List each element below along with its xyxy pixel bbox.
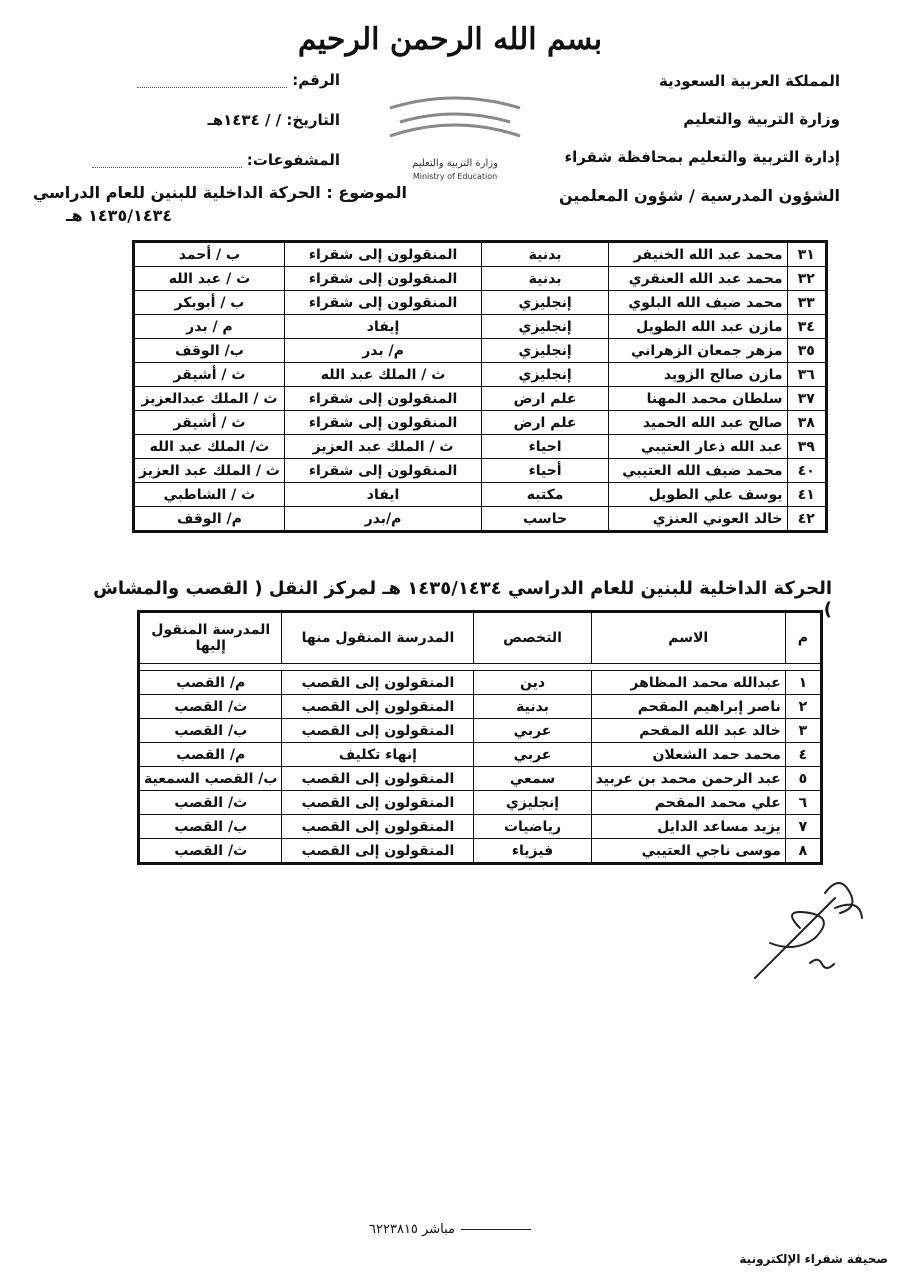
subject-year: ١٤٣٥/١٤٣٤ هـ [66,206,173,225]
teacher-name: خالد عبد الله المقحم [591,719,785,743]
ministry-name: وزارة التربية والتعليم [683,110,840,128]
section2-title: الحركة الداخلية للبنين للعام الدراسي ١٤٣٥/١٤٣٤ هـ لمركز النقل ( القصب والمشاش ) [93,578,832,620]
from-school: م/بدر [284,507,481,532]
to-school: ب/ القصب [139,719,282,743]
ref-label: الرقم: [292,71,340,89]
teacher-name: محمد حمد الشعلان [591,743,785,767]
from-school: المنقولون إلى القصب [282,791,474,815]
specialty: علم ارض [482,411,609,435]
to-school: ب/ القصب السمعية [139,767,282,791]
row-number: ٣٧ [787,387,826,411]
specialty: علم ارض [482,387,609,411]
specialty: إنجليزي [474,791,591,815]
bismillah-heading: بسم الله الرحمن الرحيم [297,22,603,57]
transfers-table-1 [132,240,828,533]
row-number: ٢ [785,695,821,719]
department-label: الشؤون المدرسية / شؤون المعلمين [559,186,840,205]
table-row [139,839,822,864]
teacher-name: محمد عبد الله العنقري [608,267,787,291]
from-school: المنقولون إلى القصب [282,815,474,839]
header-name: الاسم [591,612,785,664]
from-school: المنقولون إلى القصب [282,719,474,743]
to-school: ب/ الوقف [134,339,285,363]
logo-text-en: Ministry of Education [412,172,498,181]
teacher-name: يزيد مساعد الدايل [591,815,785,839]
teacher-name: سلطان محمد المهنا [608,387,787,411]
header-num: م [785,612,821,664]
table-row [134,291,827,315]
row-number: ٣٦ [787,363,826,387]
specialty: فيزياء [474,839,591,864]
table-row [139,671,822,695]
to-school: م/ القصب [139,671,282,695]
specialty: بدنية [474,695,591,719]
specialty: إنجليزي [482,291,609,315]
attachments-label: المشفوعات: [246,151,340,169]
country-name: المملكة العربية السعودية [658,72,840,90]
specialty: مكتبه [482,483,609,507]
site-watermark: صحيفة شقراء الإلكترونية [739,1252,888,1266]
ministry-logo [370,86,540,186]
table-row [134,242,827,267]
table-row [139,695,822,719]
specialty: دين [474,671,591,695]
specialty: بدنية [482,242,609,267]
row-number: ٣ [785,719,821,743]
row-number: ٥ [785,767,821,791]
from-school: المنقولون إلى شقراء [284,291,481,315]
specialty: إنجليزي [482,363,609,387]
from-school: المنقولون إلى شقراء [284,267,481,291]
header-gap [139,664,822,671]
header-meta [90,60,340,180]
row-number: ٨ [785,839,821,864]
to-school: ث / أشيقر [134,363,285,387]
header-spec: التخصص [474,612,591,664]
table-header-row [139,612,822,664]
to-school: ب / أبوبكر [134,291,285,315]
table-row [134,435,827,459]
row-number: ١ [785,671,821,695]
teacher-name: يوسف علي الطويل [608,483,787,507]
date-value: / / ١٤٣٤هـ [207,111,282,129]
teacher-name: عبد الرحمن محمد بن عربيد [591,767,785,791]
from-school: المنقولون إلى شقراء [284,411,481,435]
from-school: ث / الملك عبد الله [284,363,481,387]
to-school: ث/ القصب [139,695,282,719]
header-authority [565,62,841,176]
row-number: ٣٨ [787,411,826,435]
teacher-name: محمد ضيف الله العتيبي [608,459,787,483]
table-row [134,267,827,291]
table-row [134,411,827,435]
teacher-name: عبدالله محمد المظاهر [591,671,785,695]
date-row [90,100,340,140]
specialty: احياء [482,435,609,459]
to-school: م/ القصب [139,743,282,767]
to-school: ث/ القصب [139,839,282,864]
teacher-name: مازن صالح الزويد [608,363,787,387]
to-school: ث / الشاطبي [134,483,285,507]
table-row [139,815,822,839]
row-number: ٣١ [787,242,826,267]
to-school: ث / الملك عبدالعزيز [134,387,285,411]
table-row [139,767,822,791]
table-row [139,719,822,743]
from-school: المنقولون إلى القصب [282,695,474,719]
row-number: ٤ [785,743,821,767]
to-school: ث / الملك عبد العزيز [134,459,285,483]
from-school: ث / الملك عبد العزيز [284,435,481,459]
header-from: المدرسة المنقول منها [282,612,474,664]
administration-name: إدارة التربية والتعليم بمحافظة شقراء [564,148,840,166]
teacher-name: محمد عبد الله الخنيفر [608,242,787,267]
attachments-dots [92,153,242,168]
specialty: إنجليزي [482,339,609,363]
specialty: عربي [474,719,591,743]
to-school: ب/ القصب [139,815,282,839]
ref-dots [137,73,287,88]
table-row [134,363,827,387]
teacher-name: موسى ناجي العتيبي [591,839,785,864]
table-row [134,339,827,363]
row-number: ٣٢ [787,267,826,291]
subject-line: الموضوع : الحركة الداخلية للبنين للعام الدراسي [32,183,407,202]
transfers-table-2 [137,610,823,865]
from-school: ايفاد [284,483,481,507]
from-school: المنقولون إلى شقراء [284,459,481,483]
to-school: ث / عبد الله [134,267,285,291]
handwritten-signature [740,868,870,988]
specialty: إنجليزي [482,315,609,339]
logo-text: وزارة التربية والتعليم [412,158,498,169]
from-school: المنقولون إلى القصب [282,839,474,864]
teacher-name: خالد العوني العنزي [608,507,787,532]
footer-line [461,1229,531,1230]
teacher-name: علي محمد المقحم [591,791,785,815]
footer-phone [0,1222,900,1237]
row-number: ٤١ [787,483,826,507]
row-number: ٣٥ [787,339,826,363]
to-school: م/ الوقف [134,507,285,532]
teacher-name: صالح عبد الله الحميد [608,411,787,435]
teacher-name: ناصر إبراهيم المقحم [591,695,785,719]
table-row [134,459,827,483]
to-school: ث / أشيقر [134,411,285,435]
teacher-name: عبد الله ذعار العتيبي [608,435,787,459]
table-row [139,791,822,815]
header-to: المدرسة المنقول إليها [139,612,282,664]
teacher-name: مزهر جمعان الزهراني [608,339,787,363]
teacher-name: مازن عبد الله الطويل [608,315,787,339]
teacher-name: محمد ضيف الله البلوي [608,291,787,315]
to-school: ث/ الملك عبد الله [134,435,285,459]
from-school: إنهاء تكليف [282,743,474,767]
row-number: ٣٣ [787,291,826,315]
from-school: إيفاد [284,315,481,339]
specialty: سمعي [474,767,591,791]
ref-row [90,60,340,100]
specialty: رياضيات [474,815,591,839]
row-number: ٤٢ [787,507,826,532]
row-number: ٤٠ [787,459,826,483]
row-number: ٣٩ [787,435,826,459]
attachments-row [90,140,340,180]
row-number: ٦ [785,791,821,815]
from-school: المنقولون إلى القصب [282,671,474,695]
row-number: ٣٤ [787,315,826,339]
specialty: عربي [474,743,591,767]
table-row [134,387,827,411]
from-school: م/ بدر [284,339,481,363]
to-school: ث/ القصب [139,791,282,815]
specialty: حاسب [482,507,609,532]
table-row [139,743,822,767]
specialty: أحياء [482,459,609,483]
specialty: بدنية [482,267,609,291]
date-label: التاريخ: [286,111,340,129]
row-number: ٧ [785,815,821,839]
from-school: المنقولون إلى شقراء [284,387,481,411]
table-row [134,315,827,339]
table-row [134,483,827,507]
table-row [134,507,827,532]
from-school: المنقولون إلى القصب [282,767,474,791]
footer-phone-text: مباشر ٦٢٢٣٨١٥ [369,1222,455,1237]
to-school: ب / أحمد [134,242,285,267]
to-school: م / بدر [134,315,285,339]
from-school: المنقولون إلى شقراء [284,242,481,267]
